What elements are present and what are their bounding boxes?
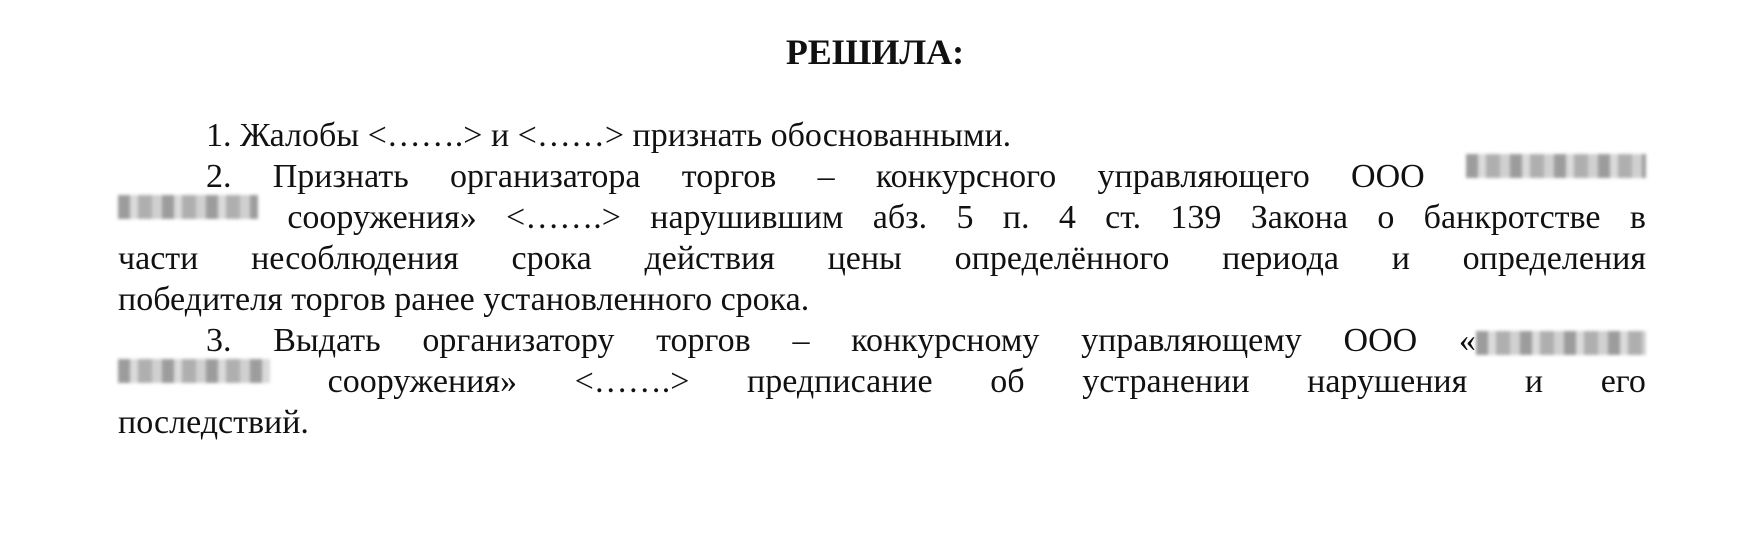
word: в: [1629, 199, 1646, 236]
word: несоблюдения: [251, 240, 459, 277]
word: действия: [644, 240, 775, 277]
item-1-number: 1.: [206, 117, 232, 154]
word: ООО: [1351, 158, 1425, 195]
word: об: [990, 363, 1025, 400]
word: Выдать: [273, 322, 381, 359]
item-2-line-4: победителя торгов ранее установленного срока.: [118, 281, 810, 318]
word: устранении: [1082, 363, 1250, 400]
word: нарушившим: [650, 199, 844, 236]
word: <…….>: [506, 199, 621, 236]
word: части: [118, 240, 199, 277]
word: сооружения»: [287, 199, 477, 236]
redacted-name: [1476, 331, 1646, 355]
word: о: [1377, 199, 1395, 236]
word: организатору: [422, 322, 615, 359]
item-3-line-1: [206, 318, 1646, 364]
redacted-name-group: [1459, 318, 1646, 364]
redacted-name: [118, 195, 258, 219]
word: 139: [1170, 199, 1222, 236]
word: и: [1524, 363, 1544, 400]
word: –: [817, 158, 835, 195]
item-3-line-2: [118, 359, 1646, 405]
word: конкурсного: [875, 158, 1057, 195]
item-2-line-3: [118, 236, 1646, 282]
item-2-line-1: [206, 154, 1646, 200]
item-1: [206, 113, 1646, 159]
word: торгов: [681, 158, 777, 195]
item-3-number: 3.: [206, 322, 232, 359]
word: цены: [827, 240, 902, 277]
word: Закона: [1250, 199, 1348, 236]
quote-mark: «: [1458, 322, 1476, 359]
word: 4: [1058, 199, 1076, 236]
word: ООО: [1343, 322, 1418, 359]
item-3-line-3: последствий.: [118, 404, 309, 441]
redacted-name: [118, 359, 270, 383]
word: банкротстве: [1423, 199, 1601, 236]
word: и: [1391, 240, 1410, 277]
item-2-line-2: [118, 195, 1646, 241]
word: управляющему: [1081, 322, 1302, 359]
word: ст.: [1105, 199, 1142, 236]
redacted-name: [1466, 154, 1646, 178]
word: организатора: [449, 158, 641, 195]
word: периода: [1222, 240, 1340, 277]
word: нарушения: [1307, 363, 1468, 400]
word: сооружения»: [327, 363, 517, 400]
word: определённого: [954, 240, 1170, 277]
word: конкурсному: [851, 322, 1040, 359]
word: п.: [1002, 199, 1030, 236]
decision-heading: РЕШИЛА:: [785, 32, 965, 72]
word: абз.: [872, 199, 928, 236]
word: 5: [956, 199, 974, 236]
word: предписание: [747, 363, 933, 400]
word: торгов: [656, 322, 751, 359]
item-1-text: Жалобы <…….> и <……> признать обоснованными.: [240, 117, 1012, 154]
word: управляющего: [1097, 158, 1310, 195]
word: определения: [1462, 240, 1646, 277]
word: его: [1600, 363, 1646, 400]
item-2-number: 2.: [206, 158, 232, 195]
word: <…….>: [574, 363, 690, 400]
word: –: [792, 322, 810, 359]
word: срока: [511, 240, 592, 277]
word: Признать: [272, 158, 409, 195]
